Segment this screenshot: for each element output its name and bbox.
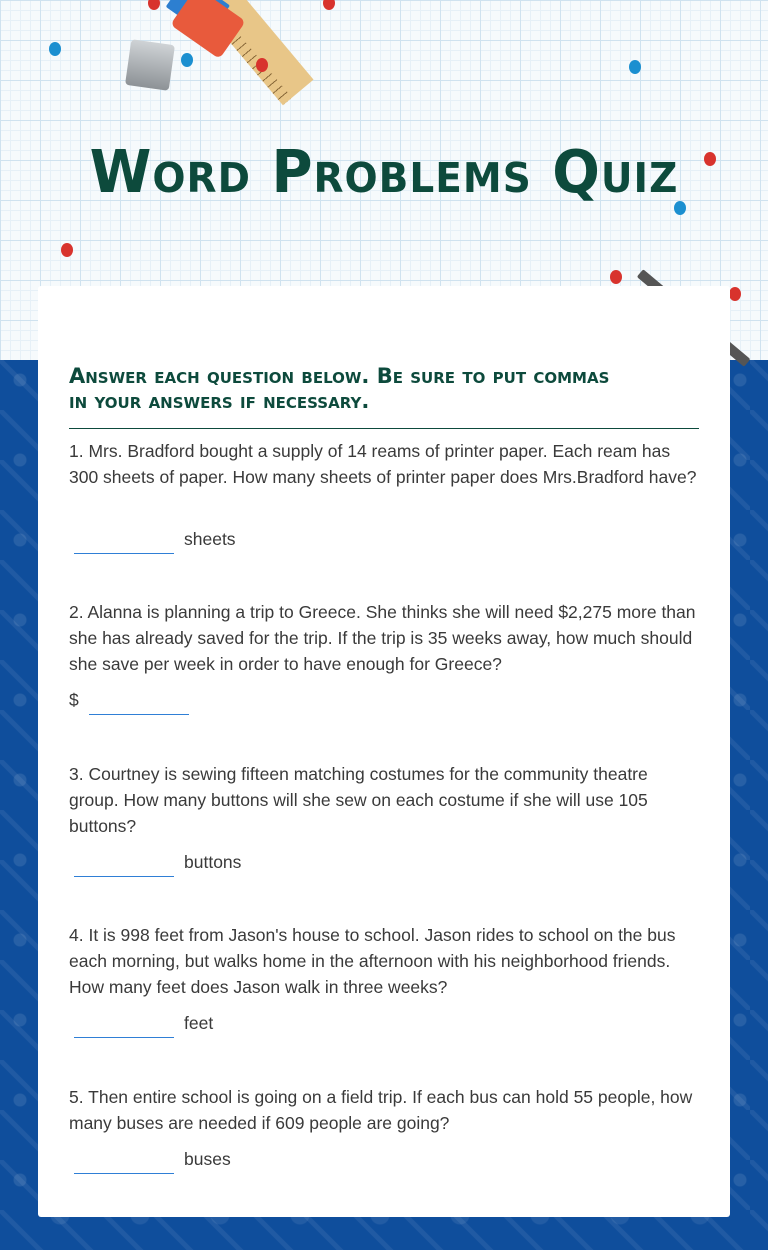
confetti-dot (610, 270, 622, 284)
question-3-answer-row (69, 847, 241, 877)
sharpener-icon (125, 39, 175, 91)
question-5-unit-label: buses (184, 1149, 231, 1169)
question-1-answer-row (69, 524, 236, 554)
question-4-answer-row (69, 1008, 213, 1038)
question-5-answer-row (69, 1144, 231, 1174)
question-3-unit-label: buttons (184, 852, 242, 872)
question-4-text: 4. It is 998 feet from Jason's house to school. Jason rides to school on the bus each morning, but walks home in the afternoon with his neighborhood friends. How many feet does Jason walk in three weeks? (69, 925, 676, 997)
confetti-dot (61, 243, 73, 257)
question-2-answer-input[interactable] (89, 689, 189, 715)
confetti-dot (629, 60, 641, 74)
instructions-heading: Answer each question below. Be sure to put commas in your answers if necessary. (69, 364, 610, 413)
question-1-unit-label: sheets (184, 529, 236, 549)
question-1-answer-input[interactable] (74, 528, 174, 554)
page-title: Word Problems Quiz (89, 138, 679, 207)
question-5-answer-input[interactable] (74, 1148, 174, 1174)
quiz-card (38, 286, 730, 1217)
question-4-unit-label: feet (184, 1013, 214, 1033)
question-2-answer-row (69, 685, 199, 715)
confetti-dot (49, 42, 61, 56)
question-4-answer-input[interactable] (74, 1012, 174, 1038)
divider (69, 428, 699, 429)
question-1-text: 1. Mrs. Bradford bought a supply of 14 reams of printer paper. Each ream has 300 sheets of paper. How many sheets of printer paper does Mrs.Bradford have? (69, 441, 697, 487)
confetti-dot (256, 58, 268, 72)
question-3-text: 3. Courtney is sewing fifteen matching costumes for the community theatre group. How many buttons will she sew on each costume if she will use 105 buttons? (69, 764, 648, 836)
question-5-text: 5. Then entire school is going on a field trip. If each bus can hold 55 people, how many buses are needed if 609 people are going? (69, 1087, 693, 1133)
question-2-currency-label: $ (69, 690, 79, 710)
question-3-answer-input[interactable] (74, 851, 174, 877)
question-2-text: 2. Alanna is planning a trip to Greece. She thinks she will need $2,275 more than she has already saved for the trip. If the trip is 35 weeks away, how much should she save per week in order to have enough for Greece? (69, 602, 696, 674)
confetti-dot (181, 53, 193, 67)
confetti-dot (729, 287, 741, 301)
